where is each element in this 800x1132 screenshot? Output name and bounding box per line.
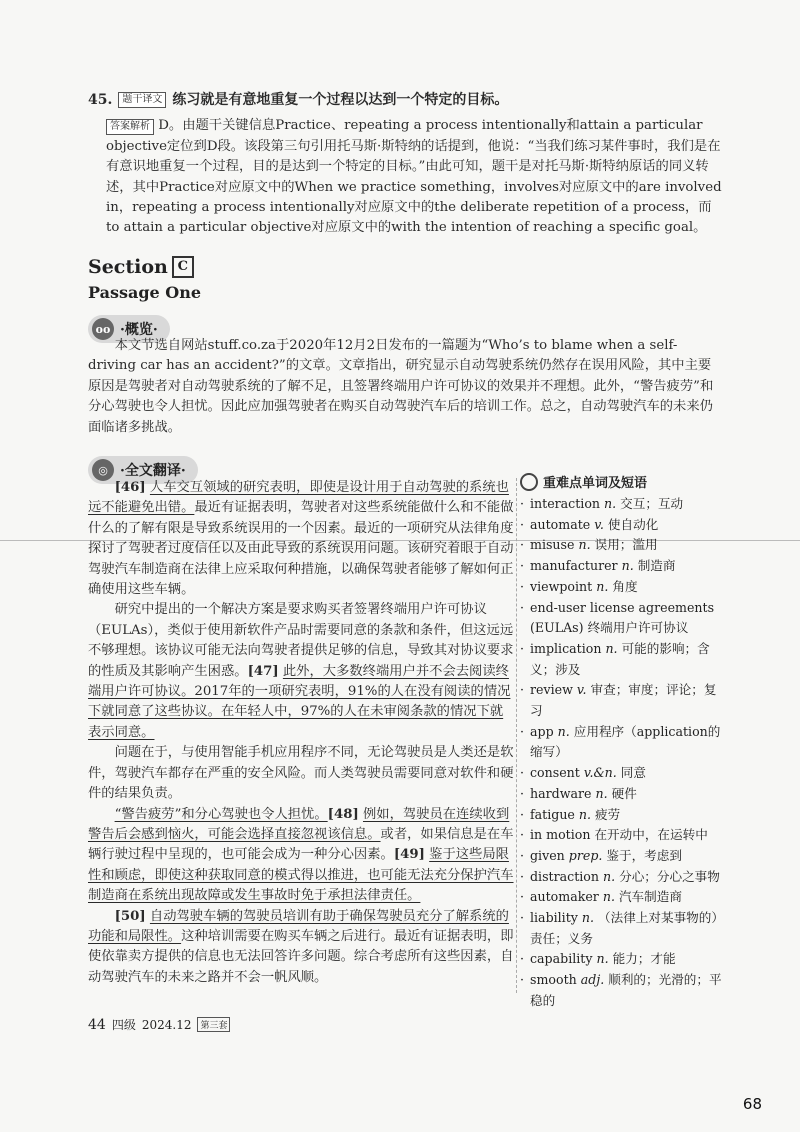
vocab-meaning: 分心；分心之事物 — [619, 868, 720, 884]
footer-level: 四级 — [111, 1018, 136, 1032]
vocab-meaning: 终端用户许可协议 — [587, 620, 689, 636]
question-title: 练习就是有意地重复一个过程以达到一个特定的目标。 — [172, 92, 509, 108]
question-number: 45. — [88, 92, 113, 108]
vocab-word: smooth — [530, 972, 581, 988]
vocab-item — [520, 887, 725, 908]
vocab-pos: n. — [605, 640, 622, 656]
vocab-pos: n. — [602, 868, 620, 884]
vocab-word: given — [530, 847, 569, 863]
vocab-pos: n. — [557, 723, 574, 739]
vocab-pos: v.&n. — [583, 765, 621, 781]
vocab-item — [520, 577, 725, 598]
paragraph-3: 问题在于，与使用智能手机应用程序不同，无论驾驶员是人类还是软件，驾驶汽车都存在严重的安全风险。而人类驾驶员需要同意对软件和硬件的结果负责。 — [88, 745, 514, 802]
fulltext-pill-label: ·全文翻译· — [120, 463, 186, 479]
vocab-word: interaction — [530, 496, 605, 511]
section-heading — [88, 256, 194, 278]
vocab-meaning: 审查；审度；评论；复习 — [530, 682, 717, 719]
marker-48: [48] — [327, 806, 359, 822]
overview-text: 本文节选自网站stuff.co.za于2020年12月2日发布的一篇题为“Who’s to blame when a self-driving car has an accident?”的文章。文章指出，研究显示自动驾驶系统仍然存在误用风险，其中主要原因是驾驶者对自动驾驶系统的了解不足，且签署终端用户许可协议的效果并不理想。此外，“警告疲劳”和分心驾驶也令人担忧。因此应加强驾驶者在购买自动驾驶汽车后的培训工作。总之，自动驾驶汽车的未来仍面临诸多挑战。 — [88, 338, 714, 435]
vocab-item — [520, 535, 725, 556]
vocab-item — [520, 763, 725, 784]
vocab-pos: n. — [595, 785, 612, 801]
vocab-item — [520, 825, 725, 846]
passage-title: Passage One — [88, 283, 202, 302]
vocab-pos: n. — [596, 951, 613, 967]
paragraph-4-mid: 或者，如果信息是在车辆行驶过程中呈现的，也可能会成为一种分心因素。 — [88, 826, 514, 863]
explanation-text: D。由题干关键信息Practice、repeating a process intentionally和attain a particular objective定位到D段。该段第三句引用托马斯·斯特纳的话提到，他说：“当我们练习某件事时，我们是在有意识地重复一个过程，目的是达到一个特定的目标。”由此可知，题干是对托马斯·斯特纳原话的同义转述，其中Practice对应原文中的When we practice something，involves对应原文中的are involved in，repeating a process intentionally对应原文中的the deliberate repetition of a process，而to attain a particular objective对应原文中的with the intention of reaching a specific goal。 — [106, 118, 722, 236]
translation-tag: 题干译文 — [118, 92, 166, 108]
vocab-header — [520, 472, 725, 491]
overview-section — [88, 336, 723, 438]
vocab-meaning: 角度 — [612, 578, 638, 594]
vocab-pos: n. — [596, 578, 613, 594]
vocab-item — [520, 805, 725, 826]
vocab-meaning: 误用；滥用 — [594, 537, 658, 553]
vocab-word: liability — [530, 910, 582, 926]
vocab-item — [520, 598, 725, 639]
vocab-word: manufacturer — [530, 558, 622, 574]
vocab-meaning: 制造商 — [637, 558, 676, 574]
vocab-word: hardware — [530, 785, 596, 801]
vocab-meaning: 可能的影响；含义；涉及 — [530, 640, 710, 677]
vocab-meaning: 在开动中，在运转中 — [594, 827, 708, 843]
vocab-item — [520, 494, 725, 515]
underlined-48: 例如，驾驶员在连续收到警告后会感到恼火，可能会选择直接忽视该信息。 — [88, 806, 510, 842]
vocab-word: app — [530, 723, 558, 739]
question-45-header — [88, 90, 723, 110]
section-label: Section — [88, 256, 168, 278]
vocab-pos: adj. — [580, 972, 609, 988]
vocab-meaning: 同意 — [620, 765, 646, 781]
section-letter: C — [172, 256, 194, 278]
answer-explanation — [106, 116, 723, 238]
vocab-meaning: 顺利的；光滑的；平稳的 — [530, 972, 722, 1008]
vocab-pos: prep. — [568, 847, 607, 863]
vocab-meaning: （法律上对某事物的）责任；义务 — [530, 910, 724, 946]
vocab-meaning: 鉴于，考虑到 — [606, 847, 682, 863]
underlined-50: 自动驾驶车辆的驾驶员培训有助于确保驾驶员充分了解系统的功能和局限性。 — [88, 908, 509, 944]
vocab-word: automate — [530, 516, 595, 532]
vocab-item — [520, 784, 725, 805]
vocab-word: capability — [530, 951, 597, 967]
vocab-word: review — [530, 682, 577, 698]
vocab-item — [520, 556, 725, 577]
vocab-pos: n. — [581, 910, 599, 926]
vocab-word: automaker — [530, 889, 603, 905]
vocab-word: in motion — [530, 827, 595, 843]
paragraph-1 — [88, 478, 514, 600]
vocab-meaning: 使自动化 — [607, 516, 659, 532]
vocab-pos: n. — [578, 806, 596, 822]
marker-49: [49] — [393, 847, 425, 863]
paragraph-4-lead: “警告疲劳”和分心驾驶也令人担忧。 — [114, 806, 328, 822]
vocab-item — [520, 515, 725, 536]
vocab-meaning: 疲劳 — [595, 806, 621, 822]
vocab-pos: n. — [621, 558, 638, 574]
vocab-item — [520, 970, 725, 1011]
vocab-meaning: 汽车制造商 — [618, 889, 682, 905]
vocab-meaning: 交互；互动 — [620, 496, 684, 511]
marker-46: [46] — [114, 480, 146, 495]
vocab-meaning: 能力；才能 — [612, 951, 676, 967]
vocab-word: implication — [530, 640, 606, 656]
paragraph-1-rest: 最近有证据表明，驾驶者对这些系统能做什么和不能做什么的了解有限是导致系统误用的一个因素。最近的一项研究从法律角度探讨了驾驶者过度信任以及由此导致的系统误用问题。该研究着眼于自动驾驶汽车制造商在法律上应采取何种措施，以确保驾驶者能够了解如何正确使用这些车辆。 — [88, 500, 514, 598]
vocab-word: viewpoint — [530, 578, 597, 594]
vocab-word: consent — [530, 765, 584, 781]
paragraph-2-text: 研究中提出的一个解决方案是要求购买者签署终端用户许可协议（EULAs），类似于使用新软件产品时需要同意的条款和条件，但这远远不够理想。该协议可能无法向驾驶者提供足够的信息，导致其对协议要求的性质及其影响产生困惑。 — [88, 602, 514, 679]
vocab-item — [520, 867, 725, 888]
page-footer — [88, 1016, 230, 1033]
column-divider — [516, 478, 517, 993]
translation-column — [88, 478, 514, 988]
vocab-title: 重难点单词及短语 — [543, 476, 648, 491]
vocab-item — [520, 639, 725, 680]
overview-pill-label: ·概览· — [120, 322, 158, 338]
marker-47: [47] — [247, 663, 279, 679]
vocab-item — [520, 949, 725, 970]
paragraph-4 — [88, 805, 514, 907]
underlined-46: 人车交互领域的研究表明，即使是设计用于自动驾驶的系统也远不能避免出错。 — [88, 480, 509, 516]
vocab-item — [520, 722, 725, 763]
underlined-49: 鉴于这些局限性和顾虑，即使这种获取同意的模式得以推进，也可能无法充分保护汽车制造商在系统出现故障或发生事故时免于承担法律责任。 — [88, 847, 514, 904]
page-number: 68 — [742, 1095, 762, 1113]
marker-50: [50] — [114, 908, 146, 924]
vocab-word: fatigue — [530, 806, 579, 822]
paragraph-2 — [88, 600, 514, 743]
vocab-pos: n. — [578, 537, 595, 553]
question-45 — [88, 90, 723, 239]
vocab-pos: n. — [602, 889, 619, 905]
vocab-column — [520, 472, 725, 1012]
vocab-pos: v. — [576, 682, 591, 698]
glasses-icon: oo — [92, 318, 114, 340]
answer-tag: 答案解析 — [106, 119, 154, 135]
vocab-meaning: 应用程序（application的缩写） — [530, 723, 721, 760]
vocab-list — [520, 494, 725, 1012]
vocab-item — [520, 908, 725, 949]
target-icon — [520, 473, 538, 491]
chat-icon: ◎ — [92, 459, 114, 481]
vocab-word: distraction — [530, 868, 603, 884]
underlined-47: 此外，大多数终端用户并不会去阅读终端用户许可协议。2017年的一项研究表明，91%的人在没有阅读的情况下就同意了这些协议。在年轻人中，97%的人在未审阅条款的情况下就表示同意。 — [88, 663, 511, 740]
vocab-pos: n. — [604, 496, 621, 511]
footer-date: 2024.12 — [141, 1017, 192, 1032]
paragraph-5 — [88, 907, 514, 989]
vocab-item — [520, 846, 725, 867]
vocab-item — [520, 680, 725, 721]
vocab-meaning: 硬件 — [611, 785, 637, 801]
vocab-word: misuse — [530, 537, 579, 553]
vocab-word: end-user license agreements (EULAs) — [530, 599, 715, 636]
vocab-pos: v. — [594, 516, 608, 532]
paragraph-5-rest: 这种培训需要在购买车辆之后进行。最近有证据表明，即使依靠卖方提供的信息也无法回答许多问题。综合考虑所有这些因素，自动驾驶汽车的未来之路并不会一帆风顺。 — [88, 928, 514, 985]
footer-page: 44 — [88, 1016, 106, 1033]
footer-set: 第三套 — [197, 1017, 230, 1032]
